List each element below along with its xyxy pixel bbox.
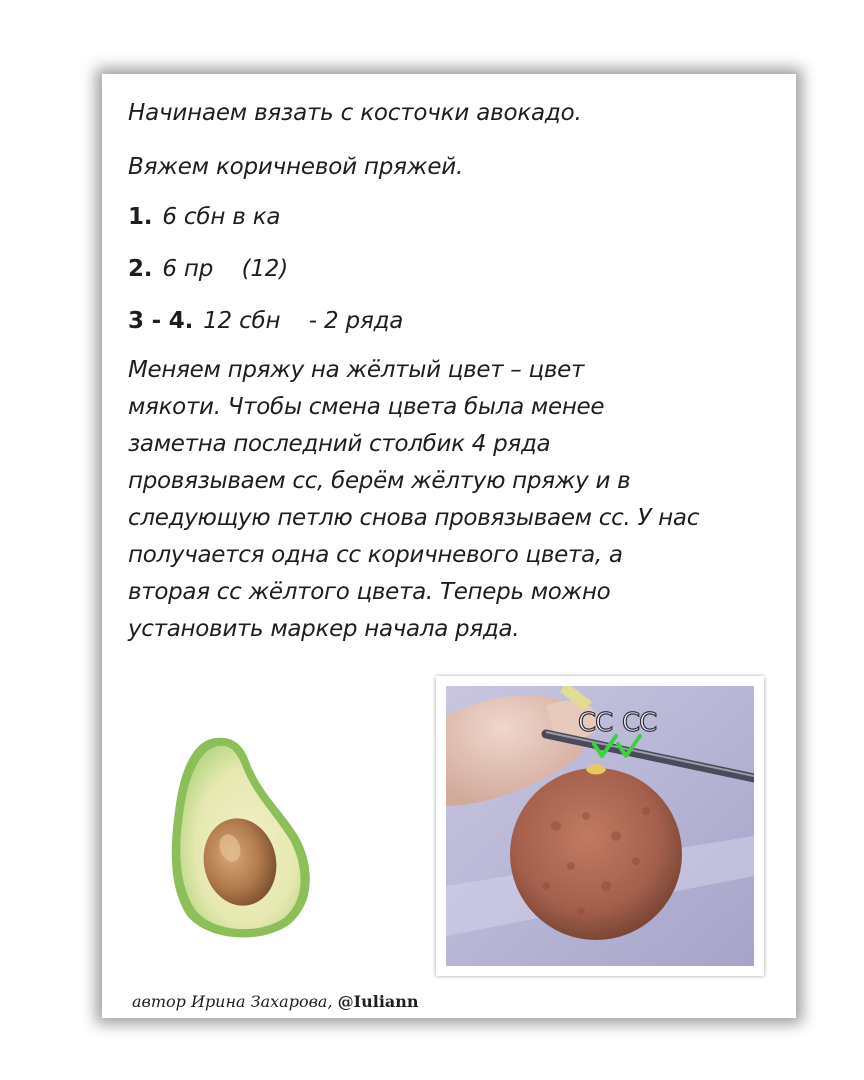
author-credit (132, 992, 419, 1011)
recipe-page (102, 74, 796, 1018)
paragraph-line: провязываем сс, берём жёлтую пряжу и в (128, 468, 631, 494)
paragraph-line: мякоти. Чтобы смена цвета была менее (128, 394, 605, 420)
paragraph-line: установить маркер начала ряда. (128, 616, 520, 642)
paragraph-line: Меняем пряжу на жёлтый цвет – цвет (128, 357, 585, 383)
cc-label-left: СС (578, 708, 613, 738)
author-name: автор Ирина Захарова, (132, 992, 338, 1011)
row-text: 12 сбн - 2 ряда (203, 308, 404, 334)
paragraph-line: вторая сс жёлтого цвета. Теперь можно (128, 579, 611, 605)
row-1 (128, 204, 280, 230)
author-handle: @Iuliann (337, 992, 419, 1011)
row-number: 2. (128, 256, 153, 282)
cc-label-right: СС (622, 708, 657, 738)
row-2 (128, 256, 288, 282)
intro-line-1: Начинаем вязать с косточки авокадо. (128, 100, 582, 126)
row-text: 6 пр (12) (162, 256, 288, 282)
row-text: 6 сбн в ка (162, 204, 281, 230)
instructions-paragraph (128, 352, 788, 648)
photo-frame (436, 676, 764, 976)
row-number: 1. (128, 204, 153, 230)
row-number: 3 - 4. (128, 308, 194, 334)
crochet-photo (446, 686, 754, 966)
paragraph-line: получается одна сс коричневого цвета, а (128, 542, 623, 568)
paragraph-line: следующую петлю снова провязываем сс. У нас (128, 505, 700, 531)
row-3-4 (128, 308, 403, 334)
avocado-illustration (164, 734, 314, 946)
paragraph-line: заметна последний столбик 4 ряда (128, 431, 551, 457)
intro-line-2: Вяжем коричневой пряжей. (128, 154, 464, 180)
